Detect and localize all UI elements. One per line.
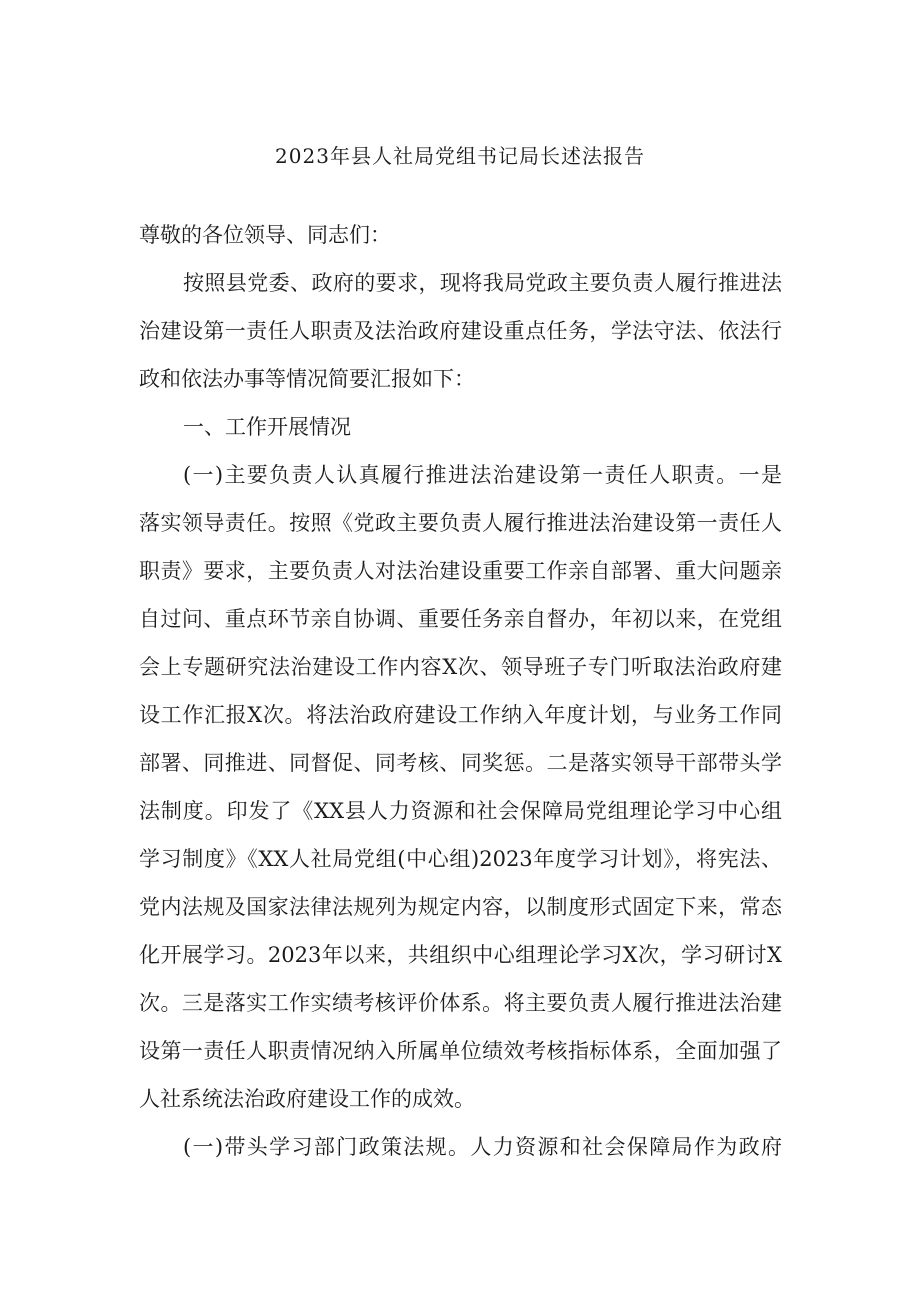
- subsection-heading-line: (一)带头学习部门政策法规。人力资源和社会保障局作为政府: [183, 1135, 782, 1159]
- paragraph-line: 落实领导责任。按照《党政主要负责人履行推进法治建设第一责任人: [139, 511, 782, 535]
- paragraph-line: 法制度。印发了《XX县人力资源和社会保障局党组理论学习中心组: [139, 799, 782, 823]
- paragraph-line: 次。三是落实工作实绩考核评价体系。将主要负责人履行推进法治建: [139, 991, 782, 1015]
- paragraph-line: 设第一责任人职责情况纳入所属单位绩效考核指标体系，全面加强了: [139, 1039, 782, 1063]
- salutation: 尊敬的各位领导、同志们：: [139, 223, 391, 247]
- paragraph-line: 学习制度》《XX人社局党组(中心组)2023年度学习计划》，将宪法、: [139, 847, 782, 871]
- paragraph-line: 自过问、重点环节亲自协调、重要任务亲自督办，年初以来，在党组: [139, 607, 782, 631]
- paragraph-line: 政和依法办事等情况简要汇报如下：: [139, 367, 475, 391]
- subsection-heading-line: (一)主要负责人认真履行推进法治建设第一责任人职责。一是: [183, 463, 782, 487]
- section-heading: 一、工作开展情况: [183, 415, 351, 439]
- paragraph-line: 会上专题研究法治建设工作内容X次、领导班子专门听取法治政府建: [139, 655, 782, 679]
- paragraph-line: 党内法规及国家法律法规列为规定内容，以制度形式固定下来，常态: [139, 895, 782, 919]
- paragraph-line: 部署、同推进、同督促、同考核、同奖惩。二是落实领导干部带头学: [139, 751, 782, 775]
- paragraph-line: 职责》要求，主要负责人对法治建设重要工作亲自部署、重大问题亲: [139, 559, 782, 583]
- paragraph-line: 化开展学习。2023年以来，共组织中心组理论学习X次，学习研讨X: [139, 943, 782, 967]
- document-title: 2023年县人社局党组书记局长述法报告: [275, 144, 645, 168]
- paragraph-line: 按照县党委、政府的要求，现将我局党政主要负责人履行推进法: [183, 271, 782, 295]
- paragraph-line: 人社系统法治政府建设工作的成效。: [139, 1087, 475, 1111]
- paragraph-line: 设工作汇报X次。将法治政府建设工作纳入年度计划，与业务工作同: [139, 703, 782, 727]
- paragraph-line: 治建设第一责任人职责及法治政府建设重点任务，学法守法、依法行: [139, 319, 782, 343]
